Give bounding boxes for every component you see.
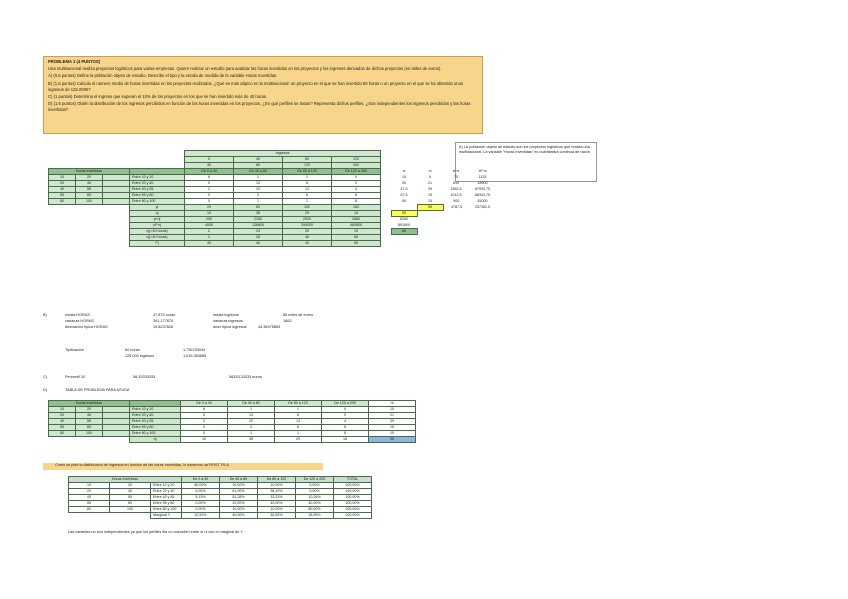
n-total-highlight: 95 bbox=[417, 205, 443, 211]
media-horas-label: media HORAS bbox=[65, 313, 90, 317]
problem-part-c: C) (1 puntos) Determina el ingreso que superan el 10% de los proyectos en los que se han invertido más de 40 horas. bbox=[48, 94, 268, 100]
yinj-cell: 2900 bbox=[283, 217, 332, 223]
column-header: De 40 a 80 bbox=[220, 477, 258, 483]
row-label: Entre 20 y 40 bbox=[151, 489, 182, 495]
horas-label: Horas Invertidas bbox=[49, 401, 130, 407]
row-label: Entre 40 y 55 bbox=[130, 419, 181, 425]
horas-high: 55 bbox=[76, 187, 103, 193]
tip-125-label: 125.000 ingresos bbox=[125, 354, 155, 358]
horas-low: 80 bbox=[49, 199, 76, 205]
yi-cell: 160 bbox=[332, 205, 381, 211]
frequency-table bbox=[48, 150, 496, 247]
varianza-horas-value: 391,177875 bbox=[153, 319, 174, 323]
media-horas-value: 47,875 horas bbox=[153, 313, 176, 317]
horas-low: 80 bbox=[49, 431, 76, 437]
frequency-cell: 0 bbox=[322, 407, 369, 413]
conditional-distribution-table bbox=[68, 476, 372, 519]
extra-header: xi bbox=[402, 169, 406, 174]
profile-banner: Como se pide la distribución de ingresos en función de las horas invertidas, lo hacemos da FIRST FILA bbox=[43, 463, 323, 470]
nj40-label: nj(<40 horas) bbox=[130, 235, 185, 241]
horas-low: 20 bbox=[69, 489, 110, 495]
frequency-cell: 0 bbox=[332, 181, 381, 187]
fj-cell: 40 bbox=[283, 241, 332, 247]
nj40-cell: 26 bbox=[234, 235, 283, 241]
fj-cell: 40 bbox=[185, 241, 234, 247]
calc-cell: 630 bbox=[453, 181, 459, 186]
yi2nj-cell: 460800 bbox=[332, 223, 381, 229]
frequency-cell: 4 bbox=[322, 419, 369, 425]
horas-low: 55 bbox=[69, 501, 110, 507]
marginal-row bbox=[69, 513, 372, 519]
nj-cell: 95 bbox=[369, 437, 416, 443]
fj-label: Fj bbox=[130, 241, 185, 247]
frequency-cell: 6 bbox=[283, 193, 332, 199]
yi-label: yi bbox=[130, 205, 185, 211]
row-label: Entre 80 y 100 bbox=[130, 199, 185, 205]
horas-high: 20 bbox=[110, 483, 151, 489]
media-ingresos-label: media ingresos bbox=[213, 313, 239, 317]
calc-cell: 21 bbox=[428, 181, 432, 186]
desv-horas-label: desviación típica HORAS bbox=[65, 325, 108, 329]
calc-cell: 81000 bbox=[477, 199, 488, 204]
column-header: De 80 a 120 bbox=[283, 169, 332, 175]
percent-cell: 100,00% bbox=[334, 483, 372, 489]
column-header: De 120 a 200 bbox=[322, 401, 369, 407]
frequency-cell: 8 bbox=[185, 175, 234, 181]
frequency-cell: 21 bbox=[369, 413, 416, 419]
yi2nj-cell: 290000 bbox=[283, 223, 332, 229]
desv-ingresos-value: 44,36375863 bbox=[258, 325, 281, 329]
varianza-ingresos-label: varianza ingresos bbox=[213, 319, 243, 323]
row-label: Entre 55 y 80 bbox=[151, 501, 182, 507]
tip-125-value: 1,015,383685 bbox=[183, 354, 207, 358]
percent-cell: 40,00% bbox=[296, 501, 334, 507]
table-cell bbox=[381, 229, 392, 235]
horas-low: 10 bbox=[69, 483, 110, 489]
frequency-cell: 3 bbox=[228, 425, 275, 431]
horas-high: 40 bbox=[76, 181, 103, 187]
nj-total: 95 bbox=[391, 211, 417, 217]
yinj-cell: 200 bbox=[185, 217, 234, 223]
row-label: Entre 10 y 20 bbox=[130, 407, 181, 413]
n40-label: nj(>40 horas) bbox=[130, 229, 185, 235]
fj-cell: 60 bbox=[332, 241, 381, 247]
nj-cell: 10 bbox=[181, 437, 228, 443]
row-label: Entre 55 y 80 bbox=[130, 193, 185, 199]
yinj-label: yi·nj bbox=[130, 217, 185, 223]
frequency-cell: 8 bbox=[181, 407, 228, 413]
help-table bbox=[48, 400, 416, 443]
ingresos-low-bound: 120 bbox=[332, 157, 381, 163]
percent-cell: 38,10% bbox=[258, 489, 296, 495]
yi-cell: 60 bbox=[234, 205, 283, 211]
yinj-total: 8260 bbox=[400, 217, 408, 222]
percent-cell: 80,00% bbox=[182, 483, 220, 489]
horas-high: 40 bbox=[76, 413, 103, 419]
horas-high: 80 bbox=[76, 425, 103, 431]
frequency-cell: 1 bbox=[234, 199, 283, 205]
frequency-cell: 0 bbox=[181, 425, 228, 431]
sum-xini: 4787,5 bbox=[451, 205, 462, 210]
horas-label: Horas Invertidas bbox=[69, 477, 182, 483]
problem-part-b: B) (1,5 puntos) Calcula el número medio de horas invertidas en los proyectos realizados. ¿Qué es más atípico en la multinacional: un proyecto en el que se han invertido 60 horas o un proyecto en el que se ha obtenido unos ingresos de 125.000€? bbox=[48, 80, 464, 92]
frequency-cell: 1 bbox=[228, 407, 275, 413]
marginal-cell: 18,95% bbox=[296, 513, 334, 519]
percentil-euros: 58333,33333 euros bbox=[229, 375, 262, 379]
tip-60-label: 60 horas bbox=[125, 348, 140, 352]
calc-cell: 900 bbox=[453, 199, 460, 204]
help-table-title: TABLA DE PROBLEMA PARA AYUDA bbox=[65, 388, 130, 392]
extra-header: ni bbox=[428, 169, 432, 174]
calc-cell: 15 bbox=[402, 175, 406, 180]
nj-cell: 29 bbox=[283, 211, 332, 217]
fj-cell: 40 bbox=[234, 241, 283, 247]
problem-intro: Una multinacional realiza proyectos logísticos para varias empresas. Quiere realizar un estudio para analizar las horas invertidas en los proyectos y los ingresos derivados de dichos proyectos (en miles de euros). bbox=[48, 66, 442, 72]
frequency-cell: 0 bbox=[185, 181, 234, 187]
horas-low: 40 bbox=[69, 495, 110, 501]
horas-low: 20 bbox=[49, 181, 76, 187]
calc-cell: 18900 bbox=[477, 181, 488, 186]
desv-ingresos-label: desv típica ingresos bbox=[213, 325, 247, 329]
percent-cell: 40,00% bbox=[258, 501, 296, 507]
ingresos-label: Ingresos bbox=[185, 151, 381, 157]
marginal-cell: 100,00% bbox=[334, 513, 372, 519]
frequency-cell: 15 bbox=[369, 425, 416, 431]
ingresos-high-bound: 40 bbox=[185, 163, 234, 169]
column-header: De 80 a 120 bbox=[258, 477, 296, 483]
ingresos-low-bound: 40 bbox=[234, 157, 283, 163]
frequency-cell: 1 bbox=[283, 175, 332, 181]
percent-cell: 0,00% bbox=[182, 507, 220, 513]
column-header: De 80 a 120 bbox=[275, 401, 322, 407]
frequency-cell: 20 bbox=[228, 419, 275, 425]
yi2nj-label: yi²·nj bbox=[130, 223, 185, 229]
calc-cell: 1125 bbox=[478, 175, 487, 180]
frequency-cell: 13 bbox=[228, 413, 275, 419]
calc-cell: 39 bbox=[428, 187, 432, 192]
fj-row bbox=[49, 241, 496, 247]
column-header: De 120 a 200 bbox=[296, 477, 334, 483]
nj-label: nj bbox=[130, 437, 181, 443]
desv-horas-value: 19,8237826 bbox=[153, 325, 174, 329]
part-c-label: C) bbox=[43, 375, 48, 379]
column-header: De 40 a 80 bbox=[228, 401, 275, 407]
horas-high: 55 bbox=[110, 495, 151, 501]
horas-high: 100 bbox=[110, 507, 151, 513]
frequency-cell: 13 bbox=[275, 419, 322, 425]
nj40-cell: 65 bbox=[332, 235, 381, 241]
row-label: Entre 80 y 100 bbox=[151, 507, 182, 513]
percent-cell: 0,00% bbox=[296, 489, 334, 495]
frequency-cell: 39 bbox=[369, 419, 416, 425]
column-header: ni bbox=[369, 401, 416, 407]
frequency-cell: 0 bbox=[185, 193, 234, 199]
calc-cell: 47,5 bbox=[400, 187, 408, 192]
row-label: Entre 40 y 55 bbox=[130, 187, 185, 193]
percent-cell: 20,00% bbox=[220, 501, 258, 507]
frequency-cell: 0 bbox=[181, 431, 228, 437]
yinj-cell: 2280 bbox=[234, 217, 283, 223]
problem-title: PROBLEMA 1 (4 PUNTOS) bbox=[48, 59, 101, 64]
tipificacion-label: Tipificación bbox=[65, 348, 84, 352]
calc-cell: 68343,75 bbox=[475, 193, 490, 198]
row-label: Entre 40 y 55 bbox=[151, 495, 182, 501]
frequency-cell: 1 bbox=[234, 175, 283, 181]
horas-low: 40 bbox=[49, 419, 76, 425]
percent-cell: 10,00% bbox=[258, 507, 296, 513]
nj-cell: 29 bbox=[275, 437, 322, 443]
percent-cell: 61,90% bbox=[220, 489, 258, 495]
calc-cell: 30 bbox=[402, 181, 406, 186]
horas-high: 55 bbox=[76, 419, 103, 425]
percent-cell: 51,28% bbox=[220, 495, 258, 501]
row-label: Entre 10 y 20 bbox=[130, 175, 185, 181]
percent-cell: 5,13% bbox=[182, 495, 220, 501]
yi2nj-cell: 4000 bbox=[185, 223, 234, 229]
percent-cell: 10,00% bbox=[258, 483, 296, 489]
extra-header: xi·ni bbox=[452, 169, 460, 174]
n40-cell: 2 bbox=[185, 229, 234, 235]
column-header: De 0 a 40 bbox=[181, 401, 228, 407]
ingresos-low-bound: 0 bbox=[185, 157, 234, 163]
frequency-cell: 10 bbox=[369, 407, 416, 413]
marginal-cell: 10,53% bbox=[182, 513, 220, 519]
frequency-cell: 13 bbox=[234, 181, 283, 187]
n40-cell: 20 bbox=[283, 229, 332, 235]
horas-high: 80 bbox=[110, 501, 151, 507]
percent-cell: 0,00% bbox=[182, 501, 220, 507]
percent-cell: 100,00% bbox=[334, 501, 372, 507]
percent-cell: 10,00% bbox=[220, 507, 258, 513]
percent-cell: 33,33% bbox=[258, 495, 296, 501]
horas-high: 100 bbox=[76, 199, 103, 205]
marginal-cell: 40,00% bbox=[220, 513, 258, 519]
column-header: De 0 a 40 bbox=[182, 477, 220, 483]
independence-conclusion: Las variables no son independientes ya que los perfiles fila no coinciden entre sí ni con el marginal de Y bbox=[68, 530, 243, 534]
frequency-cell: 0 bbox=[185, 199, 234, 205]
frequency-cell: 8 bbox=[275, 413, 322, 419]
percent-cell: 0,00% bbox=[296, 483, 334, 489]
column-header: TOTAL bbox=[334, 477, 372, 483]
frequency-cell: 13 bbox=[283, 187, 332, 193]
frequency-cell: 6 bbox=[332, 193, 381, 199]
yi-cell: 100 bbox=[283, 205, 332, 211]
column-header: De 120 a 200 bbox=[332, 169, 381, 175]
part-d-label: D) bbox=[43, 388, 48, 392]
frequency-cell: 1 bbox=[275, 431, 322, 437]
frequency-cell: 6 bbox=[275, 425, 322, 431]
frequency-cell: 8 bbox=[322, 431, 369, 437]
frequency-cell: 0 bbox=[181, 413, 228, 419]
frequency-cell: 8 bbox=[332, 199, 381, 205]
horas-low: 10 bbox=[49, 407, 76, 413]
media-ingresos-value: 85 miles de euros bbox=[283, 313, 313, 317]
calc-cell: 1012,5 bbox=[450, 193, 462, 198]
percent-cell: 80,00% bbox=[296, 507, 334, 513]
frequency-cell: 2 bbox=[185, 187, 234, 193]
part-b-label: B) bbox=[43, 313, 47, 317]
horas-high: 80 bbox=[76, 193, 103, 199]
extra-header: xi²·ni bbox=[478, 169, 487, 174]
column-header: De 40 a 80 bbox=[234, 169, 283, 175]
frequency-cell: 4 bbox=[332, 187, 381, 193]
yinj-cell: 2880 bbox=[332, 217, 381, 223]
marginal-label: Marginal Y bbox=[151, 513, 182, 519]
ingresos-low-bound: 80 bbox=[283, 157, 332, 163]
frequency-cell: 6 bbox=[322, 425, 369, 431]
frequency-cell: 1 bbox=[283, 199, 332, 205]
horas-high: 20 bbox=[76, 175, 103, 181]
percent-cell: 10,26% bbox=[296, 495, 334, 501]
frequency-cell: 1 bbox=[275, 407, 322, 413]
percent-cell: 100,00% bbox=[334, 495, 372, 501]
calc-cell: 87993,75 bbox=[475, 187, 490, 192]
varianza-ingresos-value: 1863 bbox=[283, 319, 292, 323]
horas-high: 40 bbox=[110, 489, 151, 495]
tip-60-value: 1,736783044 bbox=[183, 348, 206, 352]
n40-cell: 19 bbox=[332, 229, 381, 235]
frequency-cell: 20 bbox=[234, 187, 283, 193]
yi2nj-cell: 136800 bbox=[234, 223, 283, 229]
frequency-cell: 10 bbox=[369, 431, 416, 437]
calc-cell: 10 bbox=[428, 198, 432, 203]
horas-low: 20 bbox=[49, 413, 76, 419]
calc-cell: 5 bbox=[429, 175, 431, 180]
answer-a-note: A) La población objeto de estudio son los proyectos logísticos que realiza una multinacional. La variable "Horas Invertidas" es cuantitativa continua de razón. bbox=[455, 142, 597, 182]
nj-cell: 10 bbox=[185, 211, 234, 217]
nj40-cell: 46 bbox=[283, 235, 332, 241]
n40-total: 65 bbox=[391, 229, 417, 235]
table-cell bbox=[69, 513, 151, 519]
row-label: Entre 20 y 40 bbox=[130, 413, 181, 419]
nj-cell: 38 bbox=[228, 437, 275, 443]
frequency-cell: 0 bbox=[332, 175, 381, 181]
nj-cell: 18 bbox=[322, 437, 369, 443]
horas-low: 55 bbox=[49, 425, 76, 431]
table-cell bbox=[49, 241, 130, 247]
nj-cell: 38 bbox=[234, 211, 283, 217]
ingresos-high-bound: 80 bbox=[234, 163, 283, 169]
ingresos-high-bound: 120 bbox=[283, 163, 332, 169]
percentil-value: 58,33333333 bbox=[133, 375, 156, 379]
percent-cell: 100,00% bbox=[334, 489, 372, 495]
column-header: De 0 a 40 bbox=[185, 169, 234, 175]
percent-cell: 100,00% bbox=[334, 507, 372, 513]
problem-part-a: A) (0,5 puntos) Define la población objeto de estudio. Describe el tipo y la escala de medida de la variable Horas Invertidas. bbox=[48, 73, 278, 79]
yi2nj-total: 891600 bbox=[398, 222, 410, 227]
percent-cell: 0,00% bbox=[182, 489, 220, 495]
horas-high: 20 bbox=[76, 407, 103, 413]
horas-high: 100 bbox=[76, 431, 103, 437]
table-cell bbox=[49, 437, 130, 443]
horas-low: 40 bbox=[49, 187, 76, 193]
calc-cell: 90 bbox=[402, 199, 406, 204]
nj-cell: 18 bbox=[332, 211, 381, 217]
frequency-cell: 8 bbox=[283, 181, 332, 187]
frequency-cell: 2 bbox=[181, 419, 228, 425]
horas-low: 80 bbox=[69, 507, 110, 513]
frequency-cell: 0 bbox=[322, 413, 369, 419]
problem-statement bbox=[43, 56, 483, 134]
row-label: Entre 55 y 80 bbox=[130, 425, 181, 431]
horas-low: 55 bbox=[49, 193, 76, 199]
calc-cell: 67,5 bbox=[400, 193, 408, 198]
percentil-label: Percentil 10 bbox=[65, 375, 86, 379]
nj40-cell: 2 bbox=[185, 235, 234, 241]
nj-row bbox=[49, 437, 416, 443]
row-label: Entre 80 y 100 bbox=[130, 431, 181, 437]
ingresos-high-bound: 200 bbox=[332, 163, 381, 169]
percent-cell: 10,00% bbox=[220, 483, 258, 489]
row-label: Entre 10 y 20 bbox=[151, 483, 182, 489]
horas-label: Horas Invertidas bbox=[49, 169, 130, 175]
sum-xi2ni: 257362,5 bbox=[475, 205, 490, 210]
nj-label: nj bbox=[130, 211, 185, 217]
problem-part-d: D) (1,5 puntos) Obtén la distribución de los ingresos percibidos en función de las horas invertidas en los proyectos. ¿En qué perfiles se tratan? Representa dichos perfiles. ¿Son independientes los ingresos percibidos y las horas invertidas? bbox=[48, 101, 471, 113]
marginal-cell: 30,53% bbox=[258, 513, 296, 519]
horas-low: 10 bbox=[49, 175, 76, 181]
varianza-horas-label: varianza HORAS bbox=[65, 319, 94, 323]
calc-cell: 15 bbox=[428, 193, 432, 198]
frequency-cell: 3 bbox=[234, 193, 283, 199]
yi-cell: 20 bbox=[185, 205, 234, 211]
calc-cell: 75 bbox=[454, 175, 458, 180]
row-label: Entre 20 y 40 bbox=[130, 181, 185, 187]
n40-cell: 24 bbox=[234, 229, 283, 235]
calc-cell: 1852,5 bbox=[450, 187, 462, 192]
frequency-cell: 1 bbox=[228, 431, 275, 437]
